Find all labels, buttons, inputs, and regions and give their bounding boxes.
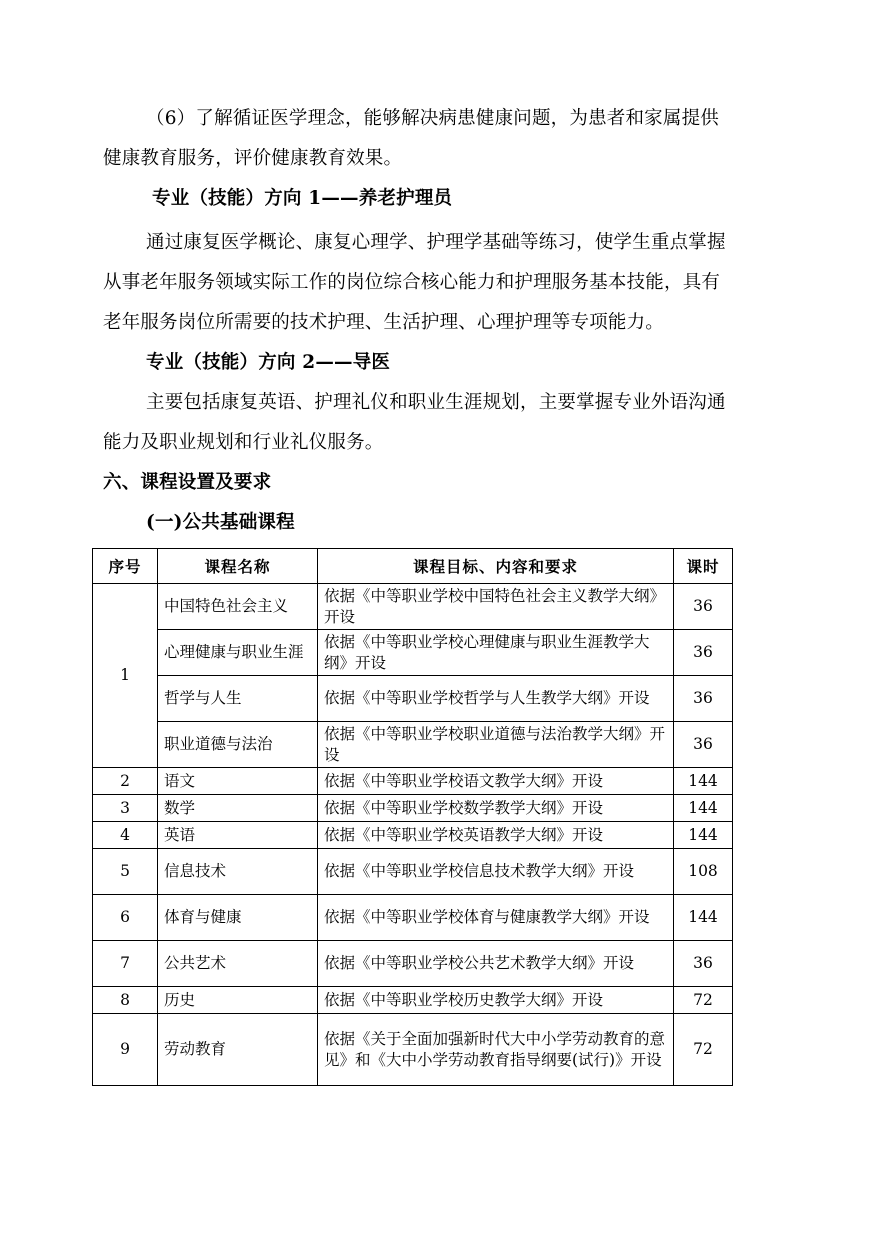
course-desc: 依据《中等职业学校数学教学大纲》开设	[318, 795, 674, 822]
course-name: 数学	[158, 795, 318, 822]
table-row	[93, 822, 733, 849]
course-hours: 144	[674, 795, 733, 822]
section-6-heading: 六、课程设置及要求	[103, 472, 272, 493]
course-desc: 依据《中等职业学校哲学与人生教学大纲》开设	[318, 676, 674, 722]
header-desc: 课程目标、内容和要求	[318, 549, 674, 584]
course-name: 心理健康与职业生涯	[158, 630, 318, 676]
header-name: 课程名称	[158, 549, 318, 584]
public-courses-table	[92, 548, 733, 1086]
table-row	[93, 895, 733, 941]
course-desc: 依据《中等职业学校心理健康与职业生涯教学大纲》开设	[318, 630, 674, 676]
course-hours: 72	[674, 987, 733, 1014]
table-row	[93, 584, 733, 630]
direction-1-line1: 通过康复医学概论、康复心理学、护理学基础等练习，使学生重点掌握	[146, 232, 726, 253]
direction-2-title: 专业（技能）方向 2——导医	[146, 352, 391, 373]
paragraph-6-line1: （6）了解循证医学理念，能够解决病患健康问题，为患者和家属提供	[146, 108, 719, 129]
course-name: 信息技术	[158, 849, 318, 895]
course-name: 英语	[158, 822, 318, 849]
table-row	[93, 1014, 733, 1086]
row-number: 2	[93, 768, 158, 795]
table-row	[93, 722, 733, 768]
row-number: 6	[93, 895, 158, 941]
course-desc: 依据《中等职业学校英语教学大纲》开设	[318, 822, 674, 849]
header-no: 序号	[93, 549, 158, 584]
row-number: 3	[93, 795, 158, 822]
course-desc: 依据《中等职业学校语文教学大纲》开设	[318, 768, 674, 795]
direction-2-line2: 能力及职业规划和行业礼仪服务。	[103, 432, 384, 453]
course-name: 体育与健康	[158, 895, 318, 941]
course-desc: 依据《中等职业学校体育与健康教学大纲》开设	[318, 895, 674, 941]
course-hours: 36	[674, 630, 733, 676]
course-hours: 144	[674, 895, 733, 941]
course-name: 中国特色社会主义	[158, 584, 318, 630]
course-desc: 依据《中等职业学校公共艺术教学大纲》开设	[318, 941, 674, 987]
course-hours: 72	[674, 1014, 733, 1086]
table-row	[93, 941, 733, 987]
header-hours: 课时	[674, 549, 733, 584]
table-header-row	[93, 549, 733, 584]
row-number: 1	[93, 584, 158, 768]
course-desc: 依据《中等职业学校历史教学大纲》开设	[318, 987, 674, 1014]
course-hours: 144	[674, 822, 733, 849]
paragraph-6-line2: 健康教育服务，评价健康教育效果。	[103, 148, 403, 169]
row-number: 7	[93, 941, 158, 987]
table-row	[93, 768, 733, 795]
row-number: 8	[93, 987, 158, 1014]
course-name: 职业道德与法治	[158, 722, 318, 768]
course-desc: 依据《中等职业学校职业道德与法治教学大纲》开设	[318, 722, 674, 768]
course-name: 公共艺术	[158, 941, 318, 987]
table-row	[93, 676, 733, 722]
course-desc: 依据《关于全面加强新时代大中小学劳动教育的意见》和《大中小学劳动教育指导纲要(试行)》开设	[318, 1014, 674, 1086]
course-hours: 108	[674, 849, 733, 895]
course-hours: 36	[674, 676, 733, 722]
direction-1-line3: 老年服务岗位所需要的技术护理、生活护理、心理护理等专项能力。	[103, 312, 665, 333]
row-number: 5	[93, 849, 158, 895]
course-name: 语文	[158, 768, 318, 795]
table-row	[93, 795, 733, 822]
course-desc: 依据《中等职业学校信息技术教学大纲》开设	[318, 849, 674, 895]
direction-1-title: 专业（技能）方向 1——养老护理员	[152, 188, 453, 209]
course-name: 劳动教育	[158, 1014, 318, 1086]
course-hours: 36	[674, 722, 733, 768]
course-hours: 36	[674, 941, 733, 987]
course-hours: 144	[674, 768, 733, 795]
direction-2-line1: 主要包括康复英语、护理礼仪和职业生涯规划，主要掌握专业外语沟通	[146, 392, 726, 413]
subsection-1-heading: (一)公共基础课程	[146, 512, 295, 533]
table-row	[93, 630, 733, 676]
direction-1-line2: 从事老年服务领域实际工作的岗位综合核心能力和护理服务基本技能，具有	[103, 272, 721, 293]
course-name: 哲学与人生	[158, 676, 318, 722]
row-number: 9	[93, 1014, 158, 1086]
course-hours: 36	[674, 584, 733, 630]
table-row	[93, 849, 733, 895]
row-number: 4	[93, 822, 158, 849]
table-row	[93, 987, 733, 1014]
course-desc: 依据《中等职业学校中国特色社会主义教学大纲》开设	[318, 584, 674, 630]
course-name: 历史	[158, 987, 318, 1014]
